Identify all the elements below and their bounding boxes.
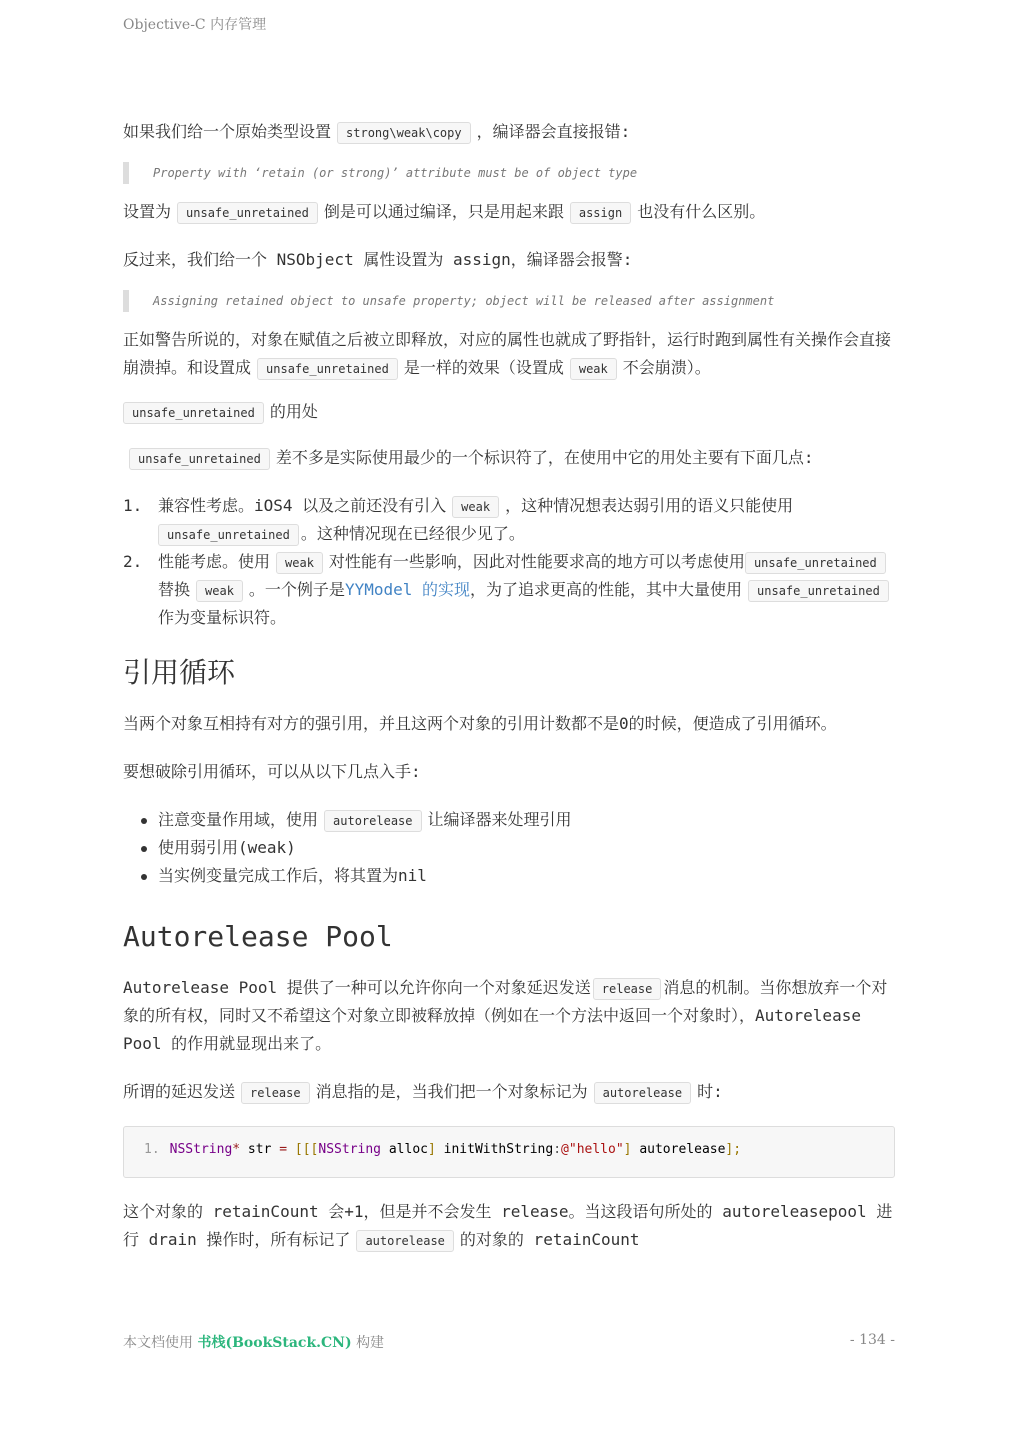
text: 正如警告所说的，对象在赋值之后被立即释放，对应的属性也就成了野指针，运行时跑到属性有关操作会直接崩溃掉。和设置成 [123, 330, 892, 377]
code-token: ] [623, 1142, 632, 1157]
text: 的用处 [269, 402, 318, 421]
inline-code: weak [276, 552, 323, 574]
inline-code: autorelease [356, 1230, 453, 1252]
inline-code: strong\weak\copy [337, 122, 471, 144]
bullet [141, 846, 147, 852]
code-token: = [279, 1142, 288, 1157]
inline-code: assign [570, 202, 631, 224]
text: ，这种情况想表达弱引用的语义只能使用 [505, 496, 794, 515]
paragraph-deferred-release [123, 1078, 895, 1106]
text: 替换 [158, 580, 191, 599]
inline-code: release [593, 978, 662, 1000]
inline-code: unsafe_unretained [257, 358, 398, 380]
text: 这个对象的 retainCount 会+1，但是并不会发生 release。当这段语句所处的 autoreleasepool 进行 drain 操作时，所有标记了 [123, 1202, 893, 1249]
text: 差不多是实际使用最少的一个标识符了，在使用中它的用处主要有下面几点: [275, 448, 814, 467]
text: 让编译器来处理引用 [427, 810, 572, 829]
list-number: 2. [123, 552, 143, 571]
main-content [123, 118, 895, 1254]
section-heading-reference-cycle: 引用循环 [123, 656, 236, 689]
text: 时: [697, 1082, 723, 1101]
text: ，为了追求更高的性能，其中大量使用 [470, 580, 743, 599]
code-token: NSString [169, 1142, 233, 1157]
paragraph-retaincount [123, 1198, 895, 1254]
text: 也没有什么区别。 [637, 202, 766, 221]
inline-code: unsafe_unretained [748, 580, 889, 602]
quote-compiler-warning: Assigning retained object to unsafe property; object will be released after assignment [123, 290, 895, 312]
code-token: ] [427, 1142, 436, 1157]
text: 。一个例子是 [248, 580, 345, 599]
paragraph-primitive-type [123, 118, 895, 146]
cycle-list [123, 806, 895, 890]
list-number: 1. [123, 496, 143, 515]
paragraph-cycle-definition: 当两个对象互相持有对方的强引用，并且这两个对象的引用计数都不是0的时候，便造成了引用循环。 [123, 714, 837, 733]
text: 兼容性考虑。iOS4 以及之前还没有引入 [158, 496, 447, 515]
bullet [141, 818, 147, 824]
yymodel-link[interactable]: YYModel 的实现 [344, 580, 471, 599]
code-token: : [553, 1142, 562, 1157]
inline-code: weak [452, 496, 499, 518]
inline-code: weak [570, 358, 617, 380]
inline-code: autorelease [594, 1082, 691, 1104]
text: 作为变量标识符。 [158, 608, 287, 627]
text: ，编译器会直接报错: [476, 122, 631, 141]
inline-code: unsafe_unretained [177, 202, 318, 224]
section-heading-autorelease-pool: Autorelease Pool [123, 920, 393, 953]
inline-code: unsafe_unretained [158, 524, 299, 546]
inline-code: unsafe_unretained [123, 402, 264, 424]
list-item [123, 548, 895, 632]
footer-credit [123, 1332, 384, 1352]
inline-code: weak [196, 580, 243, 602]
code-token: alloc [381, 1142, 428, 1157]
code-token: autorelease [631, 1142, 726, 1157]
running-header: Objective-C 内存管理 [123, 17, 267, 33]
footer-suffix: 构建 [356, 1335, 385, 1351]
code-line [144, 1142, 741, 1157]
page-number: - 134 - [849, 1332, 895, 1348]
paragraph-usage-intro [123, 444, 895, 472]
code-token [287, 1142, 295, 1157]
text: 当实例变量完成工作后，将其置为nil [158, 866, 427, 885]
list-item [123, 862, 895, 890]
line-number: 1. [144, 1142, 160, 1157]
text: 消息指的是，当我们把一个对象标记为 [315, 1082, 588, 1101]
text: 性能考虑。使用 [158, 552, 271, 571]
footer-prefix: 本文档使用 [123, 1335, 193, 1351]
code-token: initWithString [435, 1142, 554, 1157]
paragraph-cycle-breaking: 要想破除引用循环，可以从以下几点入手: [123, 762, 421, 781]
text: 倒是可以通过编译，只是用起来跟 [323, 202, 564, 221]
paragraph-warning-explanation [123, 326, 895, 382]
text: 所谓的延迟发送 [123, 1082, 236, 1101]
code-token: ]; [725, 1142, 742, 1157]
text: 对性能有一些影响，因此对性能要求高的地方可以考虑使用 [328, 552, 745, 571]
code-token: @"hello" [561, 1142, 624, 1157]
usage-list [123, 492, 895, 632]
code-token: NSString [318, 1142, 382, 1157]
text: 。这种情况现在已经很少见了。 [300, 524, 525, 543]
text: 消息的机制。当你想放弃一个对象的所有权，同时又不希望这个对象立即被释放掉（例如在一个方法中返回一个对象时），Autorelease Pool 的作用就显现出来了。 [123, 978, 888, 1053]
paragraph-pool-intro [123, 974, 895, 1058]
list-item [123, 806, 895, 834]
inline-code: unsafe_unretained [745, 552, 886, 574]
paragraph-unsafe-assign [123, 198, 895, 226]
text: 的对象的 retainCount [459, 1230, 640, 1249]
code-token: str [240, 1142, 280, 1157]
code-token: * [232, 1142, 241, 1157]
footer-brand-link[interactable]: 书栈(BookStack.CN) [197, 1335, 352, 1351]
paragraph-usage-heading [123, 398, 895, 426]
text: 注意变量作用域，使用 [158, 810, 319, 829]
bullet [141, 874, 147, 880]
text: 设置为 [123, 202, 172, 221]
inline-code: unsafe_unretained [129, 448, 270, 470]
text: Autorelease Pool 提供了一种可以允许你向一个对象延迟发送 [123, 978, 591, 997]
inline-code: autorelease [324, 810, 421, 832]
text: 不会崩溃）。 [622, 358, 711, 377]
text: 是一样的效果（设置成 [403, 358, 564, 377]
inline-code: release [241, 1082, 310, 1104]
list-item [123, 492, 895, 548]
code-block [123, 1126, 895, 1178]
code-token: [[[ [294, 1142, 319, 1157]
text: 使用弱引用(weak) [158, 838, 296, 857]
text: 如果我们给一个原始类型设置 [123, 122, 332, 141]
paragraph-nsobject-assign: 反过来，我们给一个 NSObject 属性设置为 assign，编译器会报警: [123, 250, 633, 269]
list-item [123, 834, 895, 862]
quote-compiler-error: Property with ‘retain (or strong)’ attribute must be of object type [123, 162, 895, 184]
